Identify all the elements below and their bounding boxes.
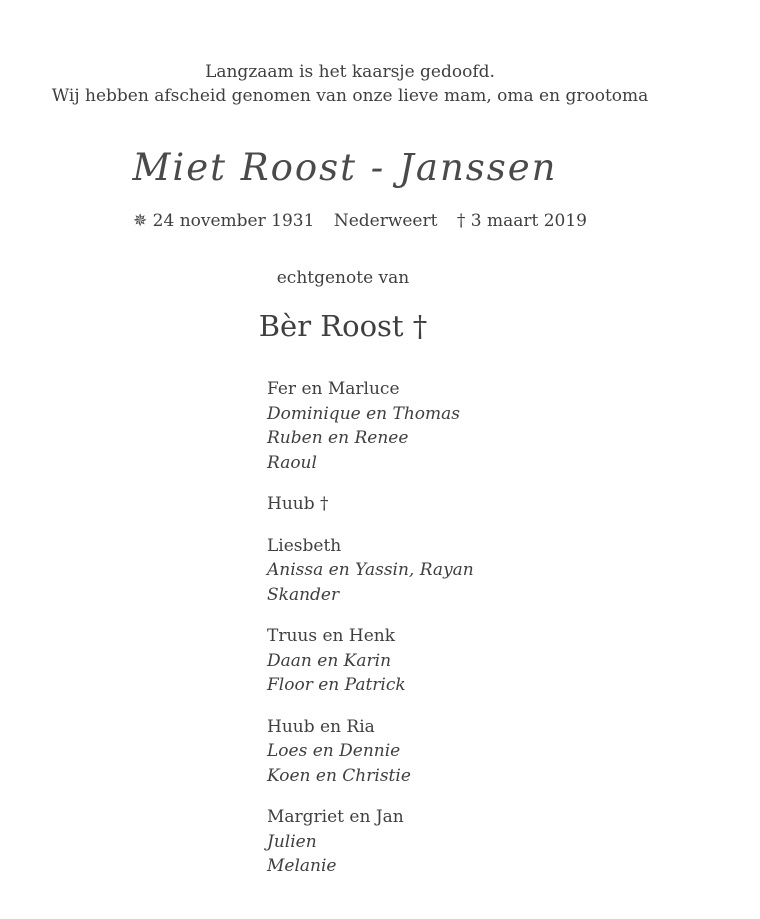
family-child: Daan en Karin bbox=[267, 650, 392, 671]
family-child: Anissa en Yassin, Rayan bbox=[267, 560, 474, 580]
family-child: Raoul bbox=[267, 452, 317, 473]
family-group bbox=[267, 492, 474, 517]
family-child: Loes en Dennie bbox=[267, 741, 401, 761]
birth-place: Nederweert bbox=[333, 211, 438, 231]
family-child: Julien bbox=[267, 831, 317, 852]
family-head: Fer en Marluce bbox=[267, 379, 400, 399]
family-group bbox=[267, 715, 474, 789]
family-child: Dominique en Thomas bbox=[267, 403, 461, 424]
family-group bbox=[267, 624, 474, 698]
death-cross-icon: † bbox=[456, 211, 466, 231]
death-date: 3 maart 2019 bbox=[470, 211, 588, 231]
family-head: Truus en Henk bbox=[267, 626, 396, 646]
spouse-name: Bèr Roost † bbox=[258, 309, 428, 343]
family-child: Ruben en Renee bbox=[267, 428, 409, 448]
life-dates bbox=[133, 211, 587, 231]
family-child: Skander bbox=[267, 584, 340, 605]
family-child: Koen en Christie bbox=[267, 765, 411, 786]
family-head: Huub † bbox=[267, 494, 329, 514]
birth-star-icon: ✵ bbox=[133, 211, 148, 231]
family-head: Huub en Ria bbox=[267, 716, 375, 737]
family-group bbox=[267, 534, 474, 608]
verse-line: Langzaam is het kaarsje gedoofd. bbox=[205, 62, 495, 82]
verse bbox=[0, 60, 700, 108]
deceased-name: Miet Roost - Janssen bbox=[132, 146, 558, 189]
family-group bbox=[267, 377, 474, 475]
verse-line: Wij hebben afscheid genomen van onze lieve mam, oma en grootoma bbox=[51, 86, 649, 106]
birth-date: 24 november 1931 bbox=[152, 211, 315, 231]
family-list bbox=[267, 377, 474, 896]
family-child: Melanie bbox=[267, 856, 337, 876]
family-head: Margriet en Jan bbox=[267, 807, 404, 827]
spouse-label: echtgenote van bbox=[276, 268, 410, 288]
family-group bbox=[267, 805, 474, 879]
family-head: Liesbeth bbox=[267, 535, 342, 556]
family-child: Floor en Patrick bbox=[267, 675, 406, 695]
